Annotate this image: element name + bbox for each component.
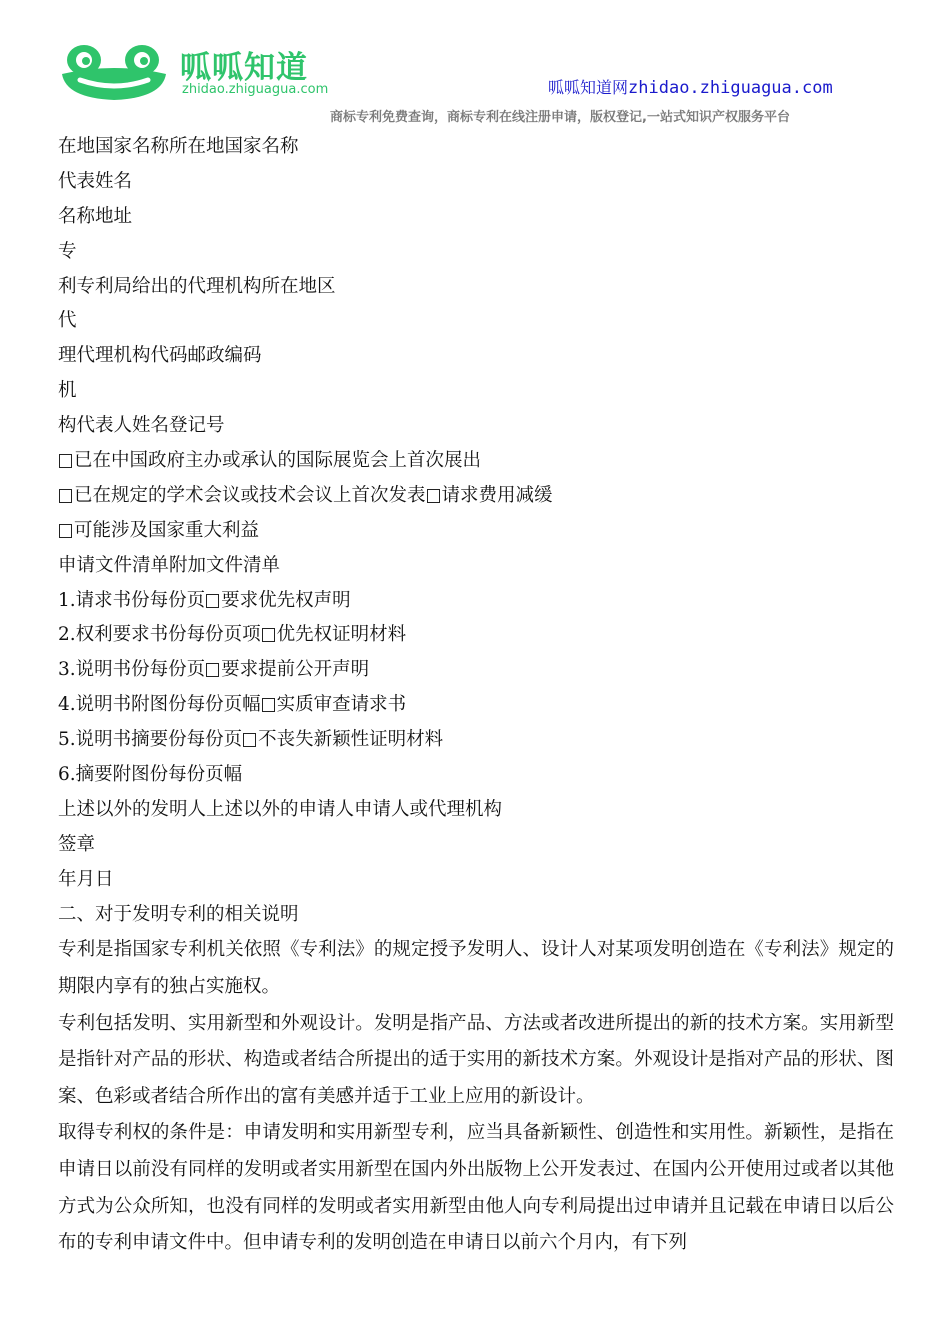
item-label: 5.说明书摘要份每份页 <box>58 729 243 751</box>
paragraph: 专利是指国家专利机关依照《专利法》的规定授予发明人、设计人对某项发明创造在《专利法》规定的期限内享有的独占实施权。 <box>58 939 894 998</box>
form-line: 在地国家名称所在地国家名称 <box>58 136 299 157</box>
checkbox-icon <box>262 698 275 712</box>
form-line: 代 <box>58 310 77 332</box>
checkbox-label: 可能涉及国家重大利益 <box>74 519 260 541</box>
site-url: zhidao.zhiguagua.com <box>628 78 833 98</box>
item-option: 不丧失新颖性证明材料 <box>258 729 444 751</box>
form-line: 利专利局给出的代理机构所在地区 <box>58 275 336 297</box>
paragraph: 取得专利权的条件是：申请发明和实用新型专利，应当具备新颖性、创造性和实用性。新颖性，是指在申请日以前没有同样的发明或者实用新型在国内外出版物上公开发表过、在国内公开使用过或者以其他方式为公众所知，也没有同样的发明或者实用新型由他人向专利局提出过申请并且记载在申请日以后公布的专利申请文件中。但申请专利的发明创造在申请日以前六个月内，有下列 <box>58 1122 894 1254</box>
document-body <box>58 130 894 1262</box>
checkbox-icon <box>243 733 256 747</box>
checkbox-icon <box>59 524 72 538</box>
item-label: 1.请求书份每份页 <box>58 589 206 611</box>
checkbox-label: 已在规定的学术会议或技术会议上首次发表 <box>74 484 426 506</box>
checkbox-icon <box>262 628 275 642</box>
checkbox-line <box>58 479 894 514</box>
item-option: 实质审查请求书 <box>276 694 407 716</box>
list-item <box>58 584 894 619</box>
page-header <box>0 0 950 130</box>
paragraph: 专利包括发明、实用新型和外观设计。发明是指产品、方法或者改进所提出的新的技术方案。实用新型是指针对产品的形状、构造或者结合所提出的适于实用的新技术方案。外观设计是指对产品的形状、图案、色彩或者结合所作出的富有美感并适于工业上应用的新设计。 <box>58 1012 894 1107</box>
section-heading: 二、对于发明专利的相关说明 <box>58 903 299 925</box>
checkbox-icon <box>206 594 219 608</box>
item-label: 2.权利要求书份每份页项 <box>58 624 261 646</box>
form-line: 构代表人姓名登记号 <box>58 415 225 437</box>
checkbox-icon <box>59 454 72 468</box>
item-label: 3.说明书份每份页 <box>58 659 206 681</box>
site-logo[interactable] <box>58 40 358 104</box>
list-item <box>58 653 894 688</box>
item-option: 优先权证明材料 <box>276 624 407 646</box>
checkbox-icon <box>59 489 72 503</box>
checkbox-label: 请求费用减缓 <box>441 484 553 506</box>
logo-domain: zhidao.zhiguagua.com <box>182 82 329 97</box>
date-line: 年月日 <box>58 868 114 890</box>
form-line: 名称地址 <box>58 205 133 227</box>
site-name: 呱呱知道网 <box>548 78 629 97</box>
item-label: 6.摘要附图份每份页幅 <box>58 764 243 786</box>
list-title: 申请文件清单附加文件清单 <box>58 554 281 576</box>
list-item <box>58 723 894 758</box>
logo-wordmark: 呱呱知道 <box>180 50 308 86</box>
checkbox-icon <box>206 663 219 677</box>
form-line: 专 <box>58 240 77 262</box>
checkbox-line <box>58 444 894 479</box>
signers-line: 上述以外的发明人上述以外的申请人申请人或代理机构 <box>58 798 503 820</box>
seal-line: 签章 <box>58 833 96 855</box>
item-option: 要求提前公开声明 <box>221 659 370 681</box>
list-item <box>58 618 894 653</box>
form-line: 机 <box>58 380 77 402</box>
site-link[interactable] <box>548 75 833 98</box>
checkbox-label: 已在中国政府主办或承认的国际展览会上首次展出 <box>74 450 482 472</box>
checkbox-line <box>58 514 894 549</box>
list-item <box>58 758 894 793</box>
site-tagline: 商标专利免费查询，商标专利在线注册申请，版权登记,一站式知识产权服务平台 <box>330 110 790 125</box>
checkbox-icon <box>427 489 440 503</box>
form-line: 代表姓名 <box>58 170 133 192</box>
frog-logo-icon <box>58 40 170 104</box>
list-item <box>58 688 894 723</box>
form-line: 理代理机构代码邮政编码 <box>58 345 262 367</box>
item-label: 4.说明书附图份每份页幅 <box>58 694 261 716</box>
item-option: 要求优先权声明 <box>221 589 351 611</box>
